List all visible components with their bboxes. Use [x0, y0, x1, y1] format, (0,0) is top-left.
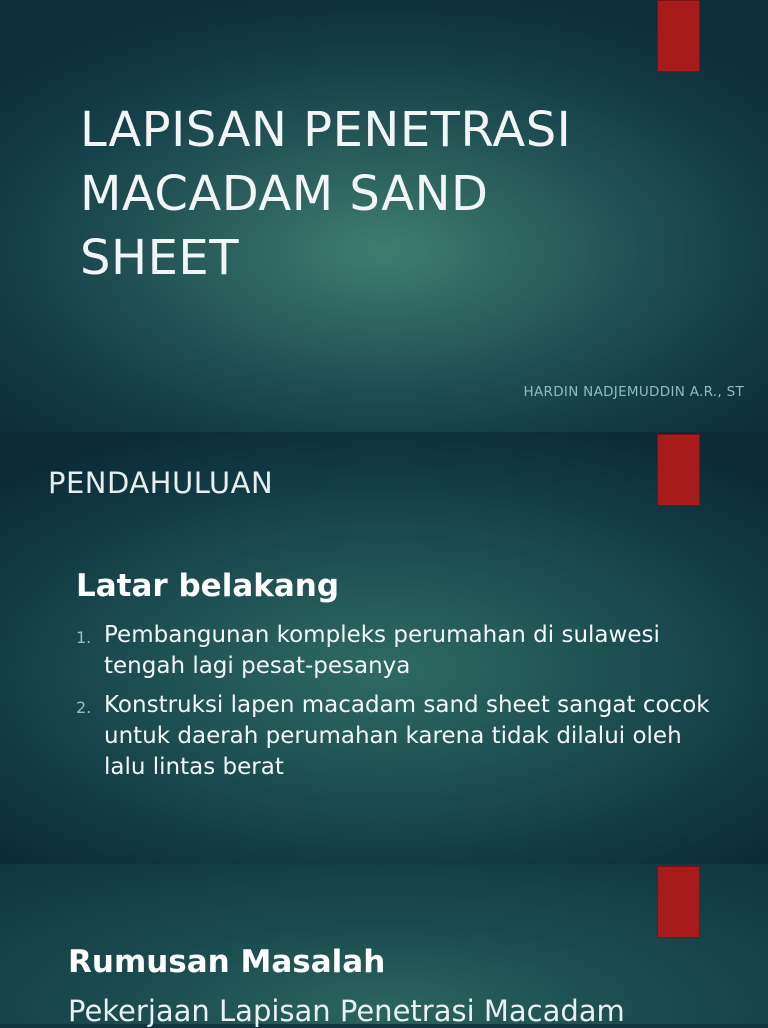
list-text: Pembangunan kompleks perumahan di sulawesi tengah lagi pesat-pesanya [104, 622, 660, 679]
background-list [76, 620, 726, 791]
accent-bar [657, 0, 700, 72]
section-heading: PENDAHULUAN [48, 466, 274, 500]
accent-bar [657, 866, 700, 938]
accent-bar [657, 434, 700, 506]
list-text: Konstruksi lapen macadam sand sheet sangat cocok untuk daerah perumahan karena tidak dilalui oleh lalu lintas berat [104, 692, 710, 780]
list-item [76, 690, 726, 783]
title-line: MACADAM SAND [80, 166, 489, 222]
list-number: 2. [76, 698, 92, 717]
background-heading: Latar belakang [76, 568, 340, 604]
title-slide [0, 0, 768, 432]
author-name: HARDIN NADJEMUDDIN A.R., ST [523, 384, 744, 400]
list-number: 1. [76, 628, 92, 647]
title-line: SHEET [80, 230, 240, 286]
problem-text: Pekerjaan Lapisan Penetrasi Macadam [68, 994, 625, 1028]
title-line: LAPISAN PENETRASI [80, 102, 572, 158]
problem-heading: Rumusan Masalah [68, 944, 386, 980]
slide-title [80, 98, 680, 290]
list-item [76, 620, 726, 682]
